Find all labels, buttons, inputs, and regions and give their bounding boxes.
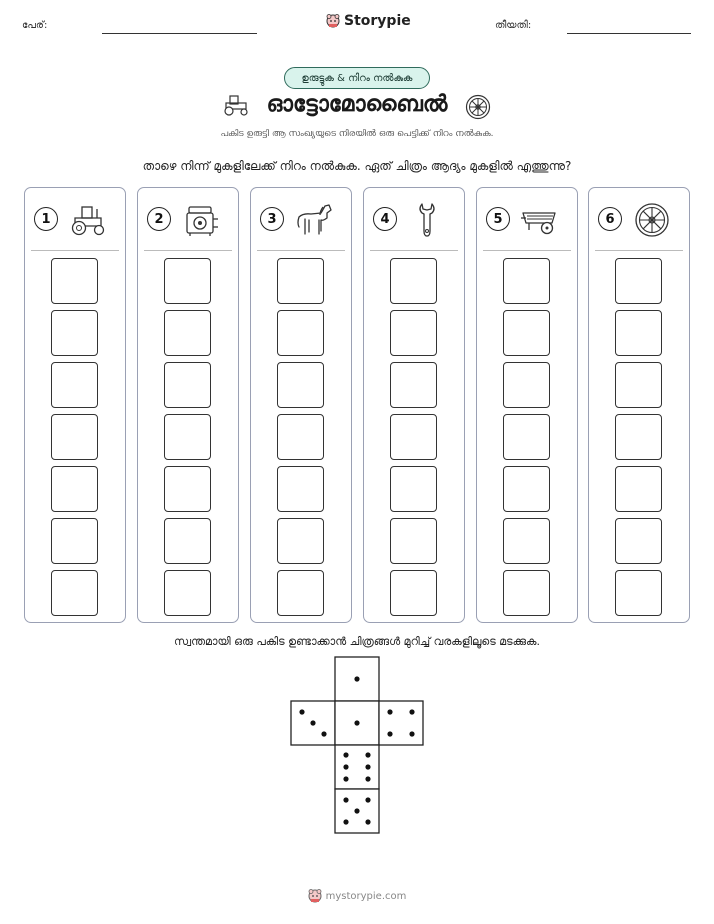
brand-name: Storypie xyxy=(344,13,411,29)
die-face-4-right xyxy=(379,701,423,745)
column-divider xyxy=(257,250,345,251)
column-divider xyxy=(595,250,683,251)
die-face-6 xyxy=(335,745,379,789)
color-box[interactable] xyxy=(390,518,437,564)
storypie-mascot-icon xyxy=(308,889,322,903)
horse-icon xyxy=(293,201,335,239)
color-box[interactable] xyxy=(164,258,211,304)
color-box[interactable] xyxy=(390,414,437,460)
color-box[interactable] xyxy=(51,362,98,408)
column-divider xyxy=(483,250,571,251)
fold-instruction: സ്വന്തമായി ഒരു പകിട ഉണ്ടാക്കാൻ ചിത്രങ്ങൾ മുറിച്ച് വരകളിലൂടെ മടക്കുക. xyxy=(174,635,540,648)
activity-badge: ഉരുട്ടുക & നിറം നൽകുക xyxy=(284,67,430,89)
engine-icon xyxy=(180,201,222,239)
color-box[interactable] xyxy=(51,310,98,356)
name-label: പേര്: xyxy=(22,20,48,31)
color-box[interactable] xyxy=(615,466,662,512)
instruction: താഴെ നിന്ന് മുകളിലേക്ക് നിറം നൽകുക. ഏത് ചിത്രം ആദ്യം മുകളിൽ എത്തുന്നു? xyxy=(142,159,572,173)
color-box[interactable] xyxy=(503,362,550,408)
color-box[interactable] xyxy=(277,258,324,304)
color-box[interactable] xyxy=(164,362,211,408)
color-box[interactable] xyxy=(164,414,211,460)
column-1 xyxy=(24,187,126,623)
color-box[interactable] xyxy=(615,570,662,616)
brand-logo xyxy=(326,13,411,29)
column-number: 2 xyxy=(147,207,171,231)
footer xyxy=(0,889,714,903)
color-box[interactable] xyxy=(503,414,550,460)
column-number: 6 xyxy=(598,207,622,231)
color-box[interactable] xyxy=(503,258,550,304)
column-number: 3 xyxy=(260,207,284,231)
column-4 xyxy=(363,187,465,623)
color-box[interactable] xyxy=(390,310,437,356)
page-title: ഓട്ടോമോബൈൽ xyxy=(266,92,448,117)
color-box[interactable] xyxy=(51,570,98,616)
date-line[interactable] xyxy=(567,33,691,34)
color-box[interactable] xyxy=(164,570,211,616)
footer-url[interactable]: mystorypie.com xyxy=(325,890,407,902)
color-box[interactable] xyxy=(390,258,437,304)
color-box[interactable] xyxy=(51,466,98,512)
wheel-icon xyxy=(465,94,491,120)
tractor-icon xyxy=(67,201,109,239)
color-box[interactable] xyxy=(615,258,662,304)
column-6 xyxy=(588,187,690,623)
storypie-mascot-icon xyxy=(326,14,340,28)
color-box[interactable] xyxy=(277,414,324,460)
date-label: തീയതി: xyxy=(495,20,532,31)
color-box[interactable] xyxy=(390,570,437,616)
name-line[interactable] xyxy=(102,33,257,34)
color-box[interactable] xyxy=(51,518,98,564)
color-box[interactable] xyxy=(164,310,211,356)
color-box[interactable] xyxy=(277,310,324,356)
color-box[interactable] xyxy=(503,570,550,616)
color-box[interactable] xyxy=(277,570,324,616)
color-box[interactable] xyxy=(615,362,662,408)
color-box[interactable] xyxy=(277,466,324,512)
cart-icon xyxy=(519,201,561,239)
column-2 xyxy=(137,187,239,623)
color-box[interactable] xyxy=(615,310,662,356)
color-box[interactable] xyxy=(164,518,211,564)
column-5 xyxy=(476,187,578,623)
column-divider xyxy=(370,250,458,251)
wrench-icon xyxy=(406,201,448,239)
color-box[interactable] xyxy=(615,414,662,460)
color-box[interactable] xyxy=(277,518,324,564)
column-divider xyxy=(31,250,119,251)
color-box[interactable] xyxy=(503,518,550,564)
color-box[interactable] xyxy=(390,362,437,408)
color-box[interactable] xyxy=(51,414,98,460)
column-3 xyxy=(250,187,352,623)
column-number: 4 xyxy=(373,207,397,231)
color-box[interactable] xyxy=(503,466,550,512)
color-box[interactable] xyxy=(503,310,550,356)
wheel-icon xyxy=(631,201,673,239)
color-box[interactable] xyxy=(277,362,324,408)
color-box[interactable] xyxy=(51,258,98,304)
column-number: 5 xyxy=(486,207,510,231)
column-divider xyxy=(144,250,232,251)
column-number: 1 xyxy=(34,207,58,231)
subtitle: പകിട ഉരുട്ടി ആ സംഖ്യയുടെ നിരയിൽ ഒരു പെട്ടിക്ക് നിറം നൽകുക. xyxy=(220,129,494,139)
color-box[interactable] xyxy=(390,466,437,512)
color-box[interactable] xyxy=(164,466,211,512)
die-net xyxy=(290,656,426,836)
color-box[interactable] xyxy=(615,518,662,564)
